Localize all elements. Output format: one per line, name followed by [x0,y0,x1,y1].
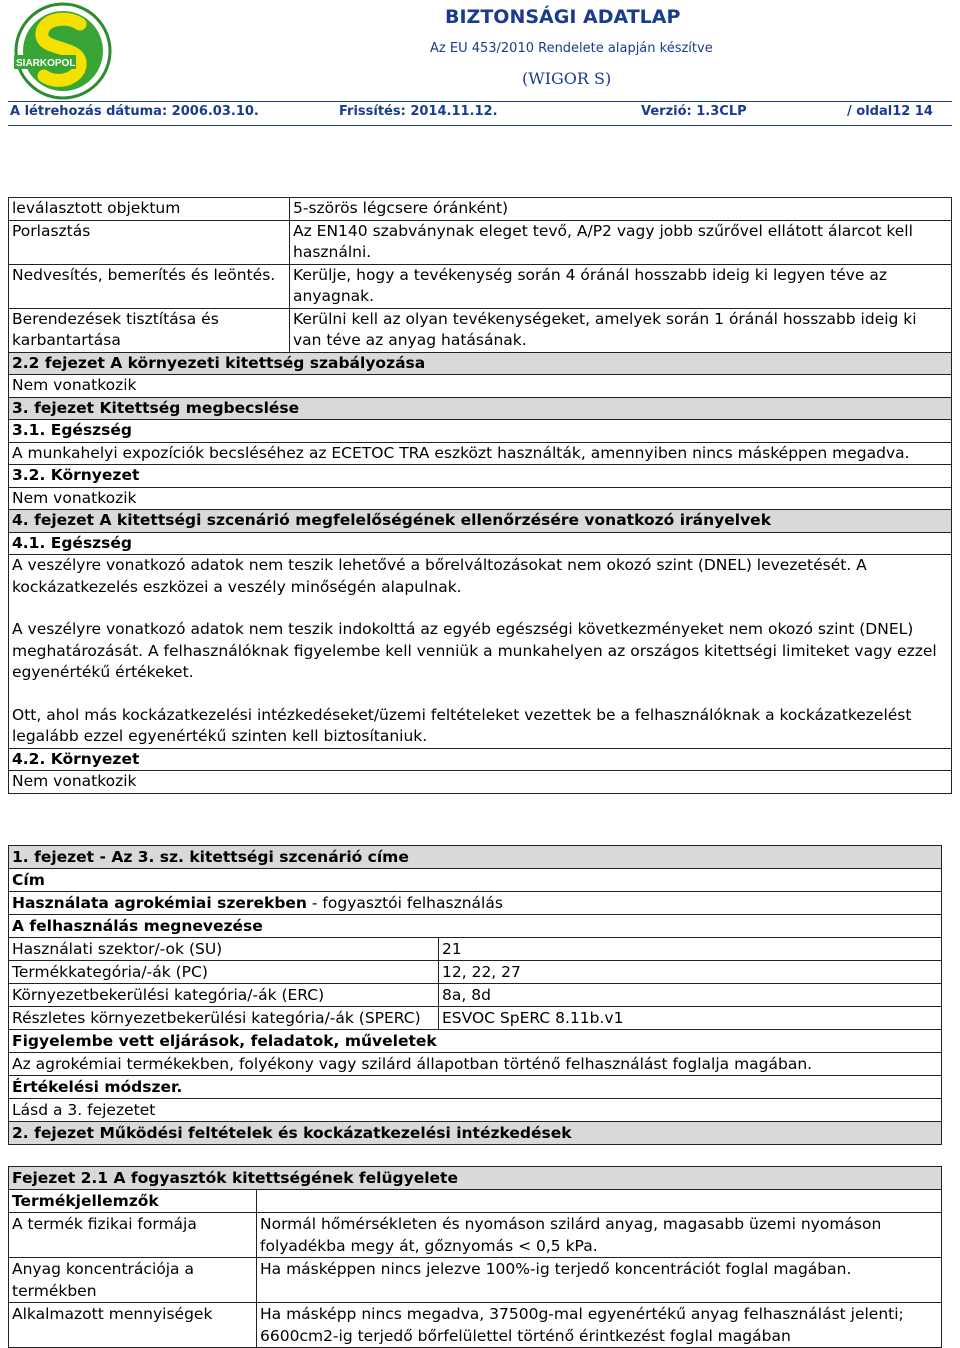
table-row [9,198,952,221]
row-label: Termékkategória/-ák (PC) [9,961,439,984]
section-heading: 4. fejezet A kitettségi szcenárió megfelelőségének ellenőrzésére vonatkozó irányelvek [9,510,952,533]
row-value: Ha másképpen nincs jelezve 100%-ig terjedő koncentrációt foglal magában. [257,1258,942,1303]
section-text: Nem vonatkozik [9,771,952,794]
paragraph: Ott, ahol más kockázatkezelési intézkedéseket/üzemi feltételeket vezettek be a felhasználóknak a kockázatkezelést legalább ezzel egyenértékű szinten kell biztosítaniuk. [12,705,912,745]
row-value: Kerülni kell az olyan tevékenységeket, amelyek során 1 óránál hosszabb ideig ki van téve az anyag hatásának. [290,308,952,352]
row-value: 12, 22, 27 [439,961,942,984]
chapter-heading: Fejezet 2.1 A fogyasztók kitettségének felügyelete [9,1167,942,1190]
chapter-heading: 1. fejezet - Az 3. sz. kitettségi szcenárió címe [9,846,942,869]
chapter-heading: 2. fejezet Működési feltételek és kockázatkezelési intézkedések [9,1122,942,1145]
subsection-heading: Termékjellemzők [9,1190,257,1213]
page-number: / oldal12 14 [847,104,933,119]
table-row [9,984,942,1007]
row-label: Nedvesítés, bemerítés és leöntés. [9,264,290,308]
logo-text: SIARKOPOL [16,58,76,69]
header-divider-bottom [8,125,952,126]
table-row [9,1303,942,1348]
row-label: Porlasztás [9,220,290,264]
scenario-table [8,845,942,1167]
header-divider-top [8,101,952,102]
row-value: 5-szörös légcsere óránként) [290,198,952,221]
created-date: A létrehozás dátuma: 2006.03.10. [10,104,259,119]
use-name-label: A felhasználás megnevezése [9,915,942,938]
subsection-heading: 4.2. Környezet [9,748,952,771]
table-row [9,938,942,961]
section-text: Lásd a 3. fejezetet [9,1099,942,1122]
paragraph: A veszélyre vonatkozó adatok nem teszik lehetővé a bőrelváltozásokat nem okozó szint (DNEL) levezetését. A kockázatkezelés eszközei a veszély minőségén alapulnak. [12,556,867,596]
updated-date: Frissítés: 2014.11.12. [339,104,498,119]
use-bold: Használata agrokémiai szerekben [12,894,307,912]
row-label: leválasztott objektum [9,198,290,221]
section-text: A munkahelyi expozíciók becsléséhez az ECETOC TRA eszközt használták, amennyiben nincs másképpen megadva. [9,442,952,465]
section-text: Nem vonatkozik [9,487,952,510]
row-label: Környezetbekerülési kategória/-ák (ERC) [9,984,439,1007]
subsection-heading: 3.1. Egészség [9,420,952,443]
row-label: A termék fizikai formája [9,1213,257,1258]
table-row [9,308,952,352]
use-rest: - fogyasztói felhasználás [306,894,503,912]
company-logo [10,2,116,100]
section-heading: 3. fejezet Kitettség megbecslése [9,397,952,420]
section-text: Az agrokémiai termékekben, folyékony vagy szilárd állapotban történő felhasználást foglalja magában. [9,1053,942,1076]
subsection-heading: Figyelembe vett eljárások, feladatok, műveletek [9,1030,942,1053]
row-value: Ha másképp nincs megadva, 37500g-mal egyenértékű anyag felhasználást jelenti; 6600cm2-ig terjedő bőrfelülettel történő érintkezést foglal magában [257,1303,942,1348]
empty-cell [257,1190,942,1213]
row-value: 8a, 8d [439,984,942,1007]
table-row [9,1213,942,1258]
use-description [9,892,942,915]
paragraph: A veszélyre vonatkozó adatok nem teszik indokolttá az egyéb egészségi következményeket nem okozó szint (DNEL) meghatározását. A felhasználóknak figyelembe kell venniük a munkahelyen az országos kitettségi limiteket vagy ezzel egyenértékű értékeket. [12,620,937,681]
section-text: Nem vonatkozik [9,375,952,398]
subsection-heading: 4.1. Egészség [9,532,952,555]
section-text-block [9,555,952,749]
row-value: Az EN140 szabványnak eleget tevő, A/P2 vagy jobb szűrővel ellátott álarcot kell használni. [290,220,952,264]
table-row [9,220,952,264]
row-label: Részletes környezetbekerülési kategória/-ák (SPERC) [9,1007,439,1030]
table-row [9,264,952,308]
version: Verzió: 1.3CLP [641,104,747,119]
section-heading: 2.2 fejezet A környezeti kitettség szabályozása [9,352,952,375]
subsection-heading: Értékelési módszer. [9,1076,942,1099]
row-value: Kerülje, hogy a tevékenység során 4 óránál hosszabb ideig ki legyen téve az anyagnak. [290,264,952,308]
row-value: ESVOC SpERC 8.11b.v1 [439,1007,942,1030]
row-label: Anyag koncentrációja a termékben [9,1258,257,1303]
title-label: Cím [9,869,942,892]
row-label: Használati szektor/-ok (SU) [9,938,439,961]
row-value: Normál hőmérsékleten és nyomáson szilárd anyag, magasabb üzemi nyomáson folyadékba megy át, gőznyomás < 0,5 kPa. [257,1213,942,1258]
row-label: Alkalmazott mennyiségek [9,1303,257,1348]
table-row [9,1007,942,1030]
table-row [9,1258,942,1303]
spacer [9,1145,942,1168]
document-title: BIZTONSÁGI ADATLAP [445,6,681,28]
regulation-subtitle: Az EU 453/2010 Rendelete alapján készítve [430,41,713,56]
row-label: Berendezések tisztítása és karbantartása [9,308,290,352]
product-name: (WIGOR S) [522,69,612,88]
exposure-table [8,197,952,794]
table-row [9,961,942,984]
row-value: 21 [439,938,942,961]
consumer-exposure-table [8,1166,942,1348]
subsection-heading: 3.2. Környezet [9,465,952,488]
